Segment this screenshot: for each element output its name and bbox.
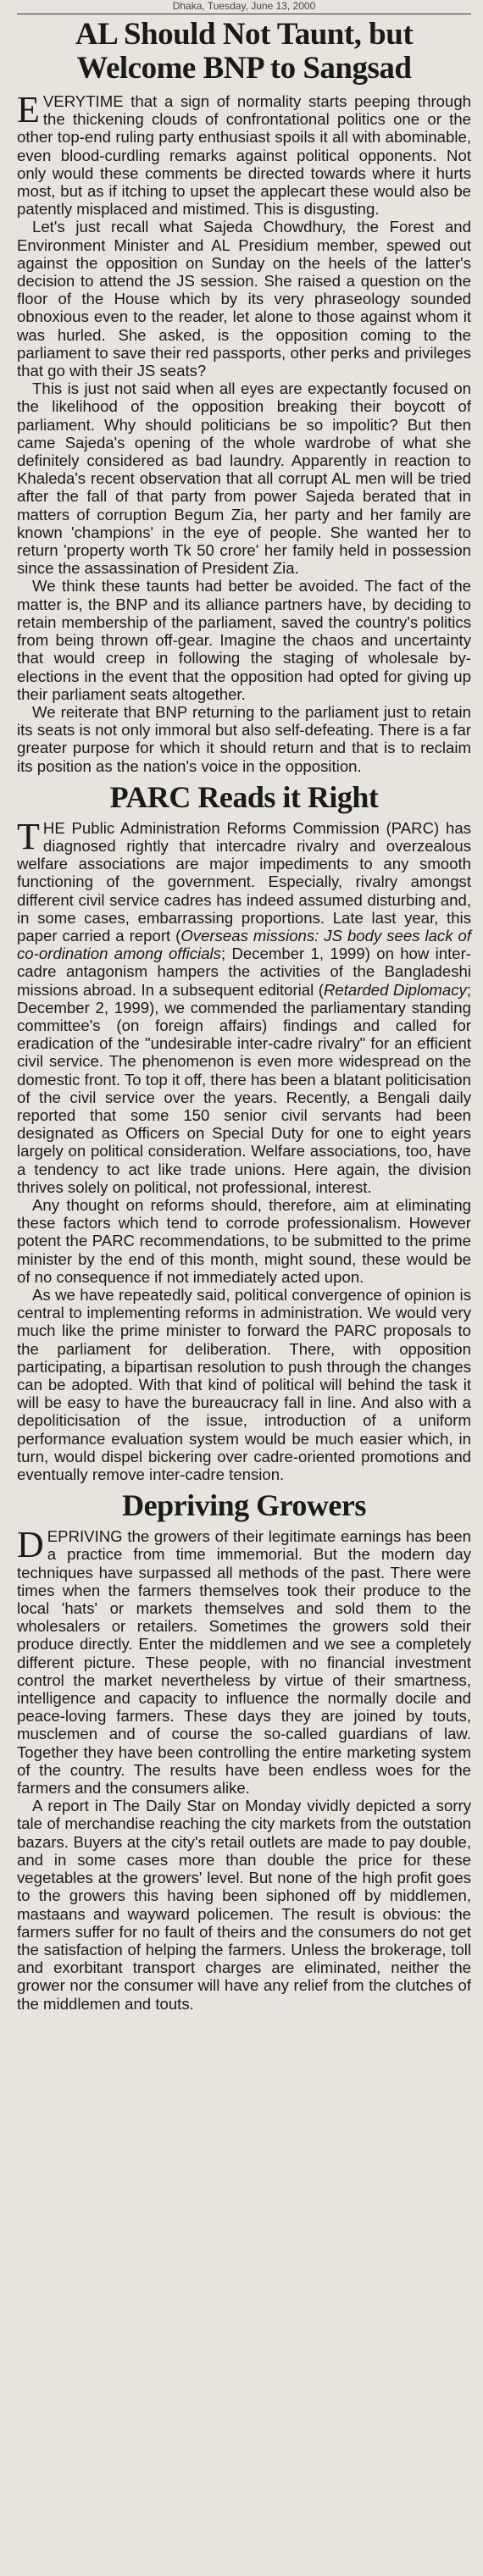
article-depriving-growers: [17, 1488, 471, 2012]
article2-cited-editorial-title: Retarded Diplomacy: [324, 980, 467, 999]
article2-paragraph-2: Any thought on reforms should, therefore, aim at eliminating these factors which tend to corrode professionalism. However potent the PARC recommendations, to be submitted to the prime minister by the end of this month, might sound, these would be of no consequence if not immediately acted upon.: [17, 1195, 471, 1286]
article3-drop-cap: D: [17, 1524, 44, 1566]
article2-headline: PARC Reads it Right: [109, 779, 379, 814]
article3-paragraph-2: A report in The Daily Star on Monday vividly depicted a sorry tale of merchandise reaching the city markets from the outstation bazars. Buyers at the city's retail outlets are made to pay double, and in some cases more than double the price for these vegetables at the growers' level. But none of the high profit goes to the growers this having been siphoned off by middlemen, mastaans and wayward policemen. The result is obvious: the farmers suffer for no fault of theirs and the consumers do not get the satisfaction of helping the farmers. Unless the brokerage, toll and exorbitant transport charges are eliminated, neither the grower nor the consumer will have any relief from the clutches of the middlemen and touts.: [17, 1797, 471, 2013]
article-al-should-not-taunt: [17, 18, 471, 775]
article1-headline: AL Should Not Taunt, but Welcome BNP to Sangsad: [75, 17, 414, 86]
article1-paragraph-2: Let's just recall what Sajeda Chowdhury, the Forest and Environment Minister and AL Presidium member, spewed out against the opposition on Sunday on the heels of the latter's decision to attend the JS session. She raised a question on the floor of the House which by its very phraseology sounded obnoxious even to the reader, let alone to those against whom it was hurled. She asked, is the opposition coming to the parliament to save their red passports, other perks and privileges that go with their JS seats?: [17, 218, 471, 380]
article1-paragraph-1: EVERYTIME that a sign of normality starts peeping through the thickening clouds of confrontational politics one or the other top-end ruling party enthusiast spoils it all with abominable, even blood-curdling remarks against political opponents. Not only would these comments be directed towards where it hurts most, but as if itching to upset the applecart these would also be patently misplaced and mistimed. This is disgusting.: [17, 89, 471, 219]
article2-drop-cap: T: [17, 815, 40, 857]
article1-paragraph-4: We think these taunts had better be avoided. The fact of the matter is, the BNP and its alliance partners have, by deciding to retain membership of the parliament, saved the country's politics from being thrown off-gear. Imagine the chaos and uncertainty that would creep in following the staging of wholesale by-elections in the event that the opposition had opted for giving up their parliament seats altogether.: [17, 577, 471, 703]
article1-paragraph-3: This is just not said when all eyes are expectantly focused on the likelihood of the opposition breaking their boycott of parliament. Why should politicians be so impolitic? But then came Sajeda's opening of the whole wardrobe of what she definitely considered as bad laundry. Apparently in reaction to Khaleda's recent observation that all corrupt AL men will be tried after the fall of that party from power Sajeda berated that in matters of corruption Begum Zia, her party and her family are known 'champions' in the eye of people. She wanted her to return 'property worth Tk 50 crore' her family held in possession since the assassination of President Zia.: [17, 379, 471, 578]
article3-headline: Depriving Growers: [122, 1488, 366, 1523]
dateline: Dhaka, Tuesday, June 13, 2000: [172, 0, 316, 12]
article1-drop-cap: E: [17, 89, 40, 130]
article3-paragraph-1: DEPRIVING the growers of their legitimate earnings has been a practice from time immemorial. But the modern day techniques have surpassed all methods of the past. There were times when the farmers themselves took their produce to the local 'hats' or markets themselves and sold them to the wholesalers or retailers. Sometimes the growers sold their produce directly. Enter the middlemen and we see a completely different picture. These people, with no financial investment control the market nevertheless by virtue of their smartness, intelligence and capacity to influence the normally docile and peace-loving farmers. These days they are joined by touts, musclemen and of course the so-called guardians of law. Together they have been controlling the entire marketing system of the country. The results have been endless woes for the farmers and the consumers alike.: [17, 1524, 471, 1798]
article1-paragraph-5: We reiterate that BNP returning to the parliament just to retain its seats is not only immoral but also self-defeating. There is a far greater purpose for which it should return and that is to reclaim its position as the nation's voice in the opposition.: [17, 702, 471, 775]
article2-paragraph-3: As we have repeatedly said, political convergence of opinion is central to implementing reforms in administration. We would very much like the prime minister to forward the PARC proposals to the parliament for deliberation. There, with opposition participating, a bipartisan resolution to push through the changes can be adopted. With that kind of political will behind the task it will be easy to have the bureaucracy fall in line. And also with a depoliticisation of the issue, introduction of a uniform performance evaluation system would be much easier which, in turn, would dispel bickering over cadre-oriented promotions and eventually remove inter-cadre tension.: [17, 1286, 471, 1484]
article2-cited-report-title: Overseas missions: JS body sees lack of co-ordination among officials: [17, 926, 471, 963]
article-parc-reads-it-right: [17, 780, 471, 1484]
article2-paragraph-1: THE Public Administration Reforms Commission (PARC) has diagnosed rightly that intercadre rivalry and overzealous welfare associations are major impediments to any smooth functioning of the government. Especially, rivalry amongst different civil service cadres has indeed assumed disturbing and, in some cases, embarrassing proportions. Late last year, this paper carried a report (Overseas missions: JS body sees lack of co-ordination among officials; December 1, 1999) on how inter-cadre antagonism hampers the activities of the Bangladeshi missions abroad. In a subsequent editorial (Retarded Diplomacy; December 2, 1999), we commended the parliamentary standing committee's (on foreign affairs) findings and called for eradication of the "undesirable inter-cadre rivalry" for an efficient civil service. The phenomenon is even more widespread on the domestic front. To top it off, there has been a blatant politicisation of the civil service over the years. Recently, a Bengali daily reported that some 150 senior civil servants had been designated as Officers on Special Duty for one to eight years largely on political consideration. Welfare associations, too, have a tendency to act like trade unions. Here again, the division thrives solely on political, not professional, interest.: [17, 815, 472, 1196]
